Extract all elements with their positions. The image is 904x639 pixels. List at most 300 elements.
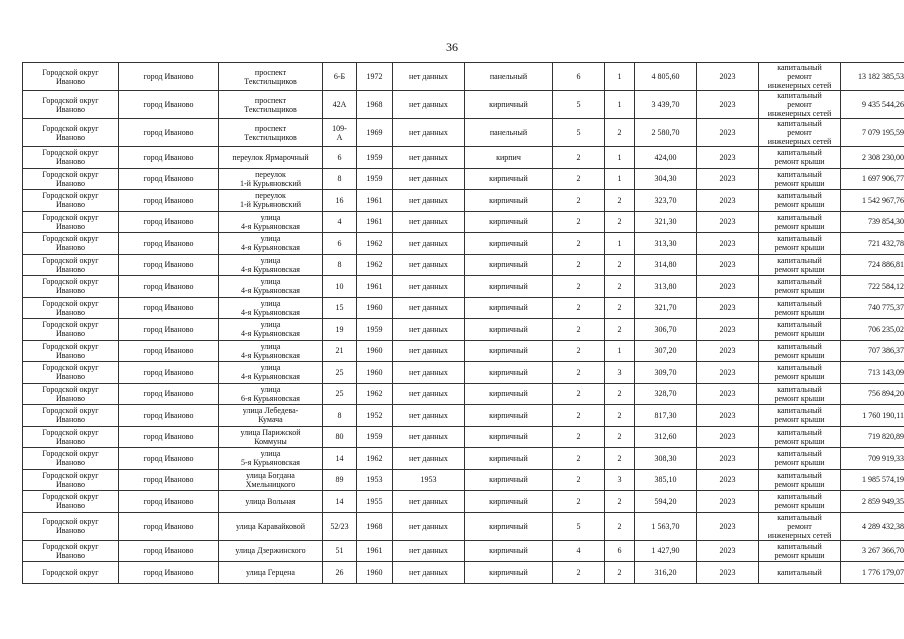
cell-entrances: 1 — [605, 63, 635, 91]
cell-year-renov: нет данных — [393, 540, 465, 562]
table-row — [23, 119, 904, 147]
cell-floors: 2 — [553, 383, 605, 405]
cell-street: проспект Текстильщиков — [219, 119, 323, 147]
cell-year-renov: нет данных — [393, 119, 465, 147]
cell-cost: 724 886,81 — [841, 254, 904, 276]
cell-cost: 1 985 574,19 — [841, 469, 904, 491]
cell-plan-year: 2023 — [697, 405, 759, 427]
cell-work: капитальный ремонт крыши — [759, 426, 841, 448]
cell-material: кирпичный — [465, 448, 553, 470]
cell-cost: 7 079 195,59 — [841, 119, 904, 147]
cell-year-built: 1961 — [357, 276, 393, 298]
cell-city: город Иваново — [119, 63, 219, 91]
cell-district: Городской округ Иваново — [23, 190, 119, 212]
cell-floors: 2 — [553, 233, 605, 255]
cell-year-renov: нет данных — [393, 319, 465, 341]
cell-year-renov: нет данных — [393, 491, 465, 513]
cell-area: 306,70 — [635, 319, 697, 341]
cell-work: капитальный ремонт крыши — [759, 233, 841, 255]
cell-plan-year: 2023 — [697, 469, 759, 491]
table-row — [23, 147, 904, 169]
cell-cost: 739 854,30 — [841, 211, 904, 233]
cell-house: 42А — [323, 91, 357, 119]
cell-cost: 740 775,37 — [841, 297, 904, 319]
cell-plan-year: 2023 — [697, 362, 759, 384]
cell-entrances: 2 — [605, 276, 635, 298]
cell-plan-year: 2023 — [697, 540, 759, 562]
cell-material: кирпичный — [465, 233, 553, 255]
cell-street: улица 4-я Курьяновская — [219, 340, 323, 362]
table-row — [23, 405, 904, 427]
cell-cost: 756 894,20 — [841, 383, 904, 405]
table-row — [23, 276, 904, 298]
cell-year-renov: нет данных — [393, 340, 465, 362]
cell-year-built: 1968 — [357, 512, 393, 540]
cell-street: переулок 1-й Курьяновский — [219, 168, 323, 190]
cell-area: 594,20 — [635, 491, 697, 513]
cell-district: Городской округ Иваново — [23, 147, 119, 169]
cell-district: Городской округ Иваново — [23, 297, 119, 319]
cell-house: 52/23 — [323, 512, 357, 540]
cell-material: кирпичный — [465, 254, 553, 276]
cell-house: 14 — [323, 448, 357, 470]
cell-plan-year: 2023 — [697, 297, 759, 319]
cell-material: кирпичный — [465, 562, 553, 584]
cell-year-built: 1969 — [357, 119, 393, 147]
cell-city: город Иваново — [119, 190, 219, 212]
cell-street: улица Каравайковой — [219, 512, 323, 540]
cell-plan-year: 2023 — [697, 168, 759, 190]
cell-city: город Иваново — [119, 211, 219, 233]
cell-plan-year: 2023 — [697, 448, 759, 470]
cell-city: город Иваново — [119, 233, 219, 255]
cell-work: капитальный ремонт инженерных сетей — [759, 119, 841, 147]
cell-floors: 2 — [553, 448, 605, 470]
cell-entrances: 1 — [605, 233, 635, 255]
cell-year-renov: 1953 — [393, 469, 465, 491]
table-row — [23, 168, 904, 190]
cell-house: 26 — [323, 562, 357, 584]
cell-city: город Иваново — [119, 319, 219, 341]
cell-floors: 2 — [553, 469, 605, 491]
cell-material: кирпичный — [465, 340, 553, 362]
cell-cost: 709 919,33 — [841, 448, 904, 470]
cell-year-built: 1960 — [357, 562, 393, 584]
cell-city: город Иваново — [119, 512, 219, 540]
cell-house: 19 — [323, 319, 357, 341]
cell-street: проспект Текстильщиков — [219, 91, 323, 119]
cell-entrances: 6 — [605, 540, 635, 562]
cell-city: город Иваново — [119, 426, 219, 448]
cell-floors: 2 — [553, 562, 605, 584]
cell-district: Городской округ Иваново — [23, 383, 119, 405]
cell-district: Городской округ Иваново — [23, 362, 119, 384]
cell-district: Городской округ Иваново — [23, 63, 119, 91]
cell-area: 314,80 — [635, 254, 697, 276]
cell-entrances: 2 — [605, 190, 635, 212]
cell-work: капитальный ремонт крыши — [759, 383, 841, 405]
cell-street: улица 5-я Курьяновская — [219, 448, 323, 470]
table-row — [23, 211, 904, 233]
cell-work: капитальный ремонт крыши — [759, 319, 841, 341]
cell-street: переулок 1-й Курьяновский — [219, 190, 323, 212]
cell-year-built: 1960 — [357, 297, 393, 319]
cell-work: капитальный ремонт крыши — [759, 168, 841, 190]
cell-district: Городской округ Иваново — [23, 426, 119, 448]
cell-year-built: 1960 — [357, 340, 393, 362]
cell-plan-year: 2023 — [697, 63, 759, 91]
cell-street: улица Герцена — [219, 562, 323, 584]
table-row — [23, 254, 904, 276]
cell-work: капитальный ремонт крыши — [759, 254, 841, 276]
table-row — [23, 319, 904, 341]
cell-entrances: 1 — [605, 91, 635, 119]
cell-entrances: 2 — [605, 426, 635, 448]
cell-house: 25 — [323, 383, 357, 405]
table-row — [23, 448, 904, 470]
cell-year-built: 1955 — [357, 491, 393, 513]
cell-cost: 722 584,12 — [841, 276, 904, 298]
cell-year-renov: нет данных — [393, 63, 465, 91]
cell-house: 80 — [323, 426, 357, 448]
cell-year-built: 1953 — [357, 469, 393, 491]
table-row — [23, 91, 904, 119]
cell-plan-year: 2023 — [697, 190, 759, 212]
cell-house: 8 — [323, 405, 357, 427]
cell-year-renov: нет данных — [393, 91, 465, 119]
cell-floors: 2 — [553, 276, 605, 298]
cell-year-built: 1959 — [357, 319, 393, 341]
cell-year-renov: нет данных — [393, 190, 465, 212]
cell-work: капитальный ремонт крыши — [759, 211, 841, 233]
cell-entrances: 2 — [605, 405, 635, 427]
cell-city: город Иваново — [119, 254, 219, 276]
cell-district: Городской округ — [23, 562, 119, 584]
cell-house: 6 — [323, 147, 357, 169]
cell-street: улица Парижской Коммуны — [219, 426, 323, 448]
cell-entrances: 1 — [605, 340, 635, 362]
cell-floors: 2 — [553, 319, 605, 341]
cell-house: 25 — [323, 362, 357, 384]
cell-area: 308,30 — [635, 448, 697, 470]
cell-entrances: 1 — [605, 147, 635, 169]
housing-registry-table — [22, 62, 904, 584]
cell-work: капитальный — [759, 562, 841, 584]
cell-work: капитальный ремонт инженерных сетей — [759, 512, 841, 540]
cell-material: кирпичный — [465, 190, 553, 212]
cell-district: Городской округ Иваново — [23, 540, 119, 562]
cell-year-built: 1959 — [357, 147, 393, 169]
cell-entrances: 2 — [605, 512, 635, 540]
cell-area: 424,00 — [635, 147, 697, 169]
cell-area: 1 427,90 — [635, 540, 697, 562]
cell-area: 307,20 — [635, 340, 697, 362]
cell-city: город Иваново — [119, 340, 219, 362]
cell-street: улица 4-я Курьяновская — [219, 254, 323, 276]
cell-city: город Иваново — [119, 491, 219, 513]
cell-material: кирпичный — [465, 405, 553, 427]
cell-area: 4 805,60 — [635, 63, 697, 91]
cell-city: город Иваново — [119, 562, 219, 584]
cell-year-built: 1961 — [357, 211, 393, 233]
cell-floors: 2 — [553, 297, 605, 319]
cell-cost: 719 820,89 — [841, 426, 904, 448]
cell-year-renov: нет данных — [393, 562, 465, 584]
cell-work: капитальный ремонт крыши — [759, 469, 841, 491]
cell-cost: 706 235,02 — [841, 319, 904, 341]
cell-floors: 6 — [553, 63, 605, 91]
cell-year-built: 1959 — [357, 426, 393, 448]
cell-year-renov: нет данных — [393, 211, 465, 233]
cell-district: Городской округ Иваново — [23, 319, 119, 341]
cell-year-renov: нет данных — [393, 297, 465, 319]
cell-area: 328,70 — [635, 383, 697, 405]
cell-floors: 2 — [553, 362, 605, 384]
cell-entrances: 2 — [605, 491, 635, 513]
cell-material: кирпичный — [465, 540, 553, 562]
cell-city: город Иваново — [119, 383, 219, 405]
cell-house: 16 — [323, 190, 357, 212]
table-row — [23, 491, 904, 513]
cell-house: 15 — [323, 297, 357, 319]
cell-city: город Иваново — [119, 297, 219, 319]
cell-entrances: 3 — [605, 469, 635, 491]
cell-plan-year: 2023 — [697, 233, 759, 255]
cell-cost: 713 143,09 — [841, 362, 904, 384]
cell-plan-year: 2023 — [697, 211, 759, 233]
cell-area: 313,80 — [635, 276, 697, 298]
cell-city: город Иваново — [119, 405, 219, 427]
cell-house: 4 — [323, 211, 357, 233]
cell-district: Городской округ Иваново — [23, 512, 119, 540]
table-body — [23, 63, 904, 584]
cell-district: Городской округ Иваново — [23, 91, 119, 119]
cell-district: Городской округ Иваново — [23, 405, 119, 427]
cell-street: улица 4-я Курьяновская — [219, 211, 323, 233]
table-row — [23, 63, 904, 91]
cell-work: капитальный ремонт крыши — [759, 297, 841, 319]
cell-plan-year: 2023 — [697, 340, 759, 362]
cell-plan-year: 2023 — [697, 276, 759, 298]
cell-plan-year: 2023 — [697, 119, 759, 147]
cell-area: 1 563,70 — [635, 512, 697, 540]
cell-work: капитальный ремонт крыши — [759, 276, 841, 298]
cell-entrances: 1 — [605, 168, 635, 190]
cell-district: Городской округ Иваново — [23, 491, 119, 513]
cell-plan-year: 2023 — [697, 512, 759, 540]
cell-year-renov: нет данных — [393, 448, 465, 470]
cell-cost: 707 386,37 — [841, 340, 904, 362]
cell-year-built: 1961 — [357, 190, 393, 212]
cell-house: 51 — [323, 540, 357, 562]
cell-city: город Иваново — [119, 362, 219, 384]
cell-year-built: 1962 — [357, 383, 393, 405]
cell-entrances: 2 — [605, 119, 635, 147]
cell-year-built: 1959 — [357, 168, 393, 190]
cell-area: 321,70 — [635, 297, 697, 319]
cell-plan-year: 2023 — [697, 254, 759, 276]
cell-material: кирпичный — [465, 91, 553, 119]
cell-entrances: 2 — [605, 319, 635, 341]
cell-plan-year: 2023 — [697, 147, 759, 169]
cell-year-renov: нет данных — [393, 512, 465, 540]
cell-year-built: 1962 — [357, 233, 393, 255]
cell-year-renov: нет данных — [393, 147, 465, 169]
cell-year-renov: нет данных — [393, 405, 465, 427]
cell-year-renov: нет данных — [393, 426, 465, 448]
cell-material: кирпичный — [465, 211, 553, 233]
cell-year-built: 1962 — [357, 254, 393, 276]
cell-year-renov: нет данных — [393, 168, 465, 190]
cell-year-renov: нет данных — [393, 254, 465, 276]
cell-street: улица 4-я Курьяновская — [219, 319, 323, 341]
cell-year-renov: нет данных — [393, 276, 465, 298]
cell-floors: 5 — [553, 91, 605, 119]
cell-entrances: 2 — [605, 254, 635, 276]
table-row — [23, 297, 904, 319]
cell-house: 14 — [323, 491, 357, 513]
cell-city: город Иваново — [119, 540, 219, 562]
cell-entrances: 2 — [605, 562, 635, 584]
cell-work: капитальный ремонт крыши — [759, 190, 841, 212]
cell-area: 312,60 — [635, 426, 697, 448]
cell-city: город Иваново — [119, 119, 219, 147]
cell-plan-year: 2023 — [697, 319, 759, 341]
cell-floors: 5 — [553, 119, 605, 147]
cell-material: кирпичный — [465, 512, 553, 540]
cell-material: кирпичный — [465, 297, 553, 319]
cell-area: 309,70 — [635, 362, 697, 384]
cell-work: капитальный ремонт крыши — [759, 362, 841, 384]
cell-city: город Иваново — [119, 448, 219, 470]
cell-floors: 2 — [553, 426, 605, 448]
cell-cost: 2 859 949,35 — [841, 491, 904, 513]
cell-area: 3 439,70 — [635, 91, 697, 119]
cell-street: улица Дзержинского — [219, 540, 323, 562]
cell-floors: 2 — [553, 147, 605, 169]
cell-district: Городской округ Иваново — [23, 340, 119, 362]
cell-work: капитальный ремонт крыши — [759, 491, 841, 513]
cell-street: улица Богдана Хмельницкого — [219, 469, 323, 491]
cell-work: капитальный ремонт инженерных сетей — [759, 91, 841, 119]
cell-material: кирпичный — [465, 362, 553, 384]
cell-area: 321,30 — [635, 211, 697, 233]
cell-cost: 1 760 190,11 — [841, 405, 904, 427]
cell-material: кирпичный — [465, 383, 553, 405]
cell-area: 817,30 — [635, 405, 697, 427]
cell-district: Городской округ Иваново — [23, 211, 119, 233]
cell-street: улица 4-я Курьяновская — [219, 297, 323, 319]
cell-plan-year: 2023 — [697, 91, 759, 119]
cell-material: кирпичный — [465, 469, 553, 491]
cell-house: 89 — [323, 469, 357, 491]
table-row — [23, 512, 904, 540]
cell-work: капитальный ремонт инженерных сетей — [759, 63, 841, 91]
cell-entrances: 2 — [605, 297, 635, 319]
cell-floors: 2 — [553, 254, 605, 276]
table-row — [23, 562, 904, 584]
cell-cost: 9 435 544,26 — [841, 91, 904, 119]
cell-year-built: 1961 — [357, 540, 393, 562]
cell-entrances: 2 — [605, 448, 635, 470]
cell-district: Городской округ Иваново — [23, 469, 119, 491]
cell-year-built: 1962 — [357, 448, 393, 470]
cell-material: кирпич — [465, 147, 553, 169]
cell-district: Городской округ Иваново — [23, 276, 119, 298]
cell-area: 304,30 — [635, 168, 697, 190]
cell-work: капитальный ремонт крыши — [759, 340, 841, 362]
cell-year-renov: нет данных — [393, 383, 465, 405]
cell-floors: 4 — [553, 540, 605, 562]
cell-district: Городской округ Иваново — [23, 233, 119, 255]
cell-street: переулок Ярмарочный — [219, 147, 323, 169]
cell-cost: 2 308 230,00 — [841, 147, 904, 169]
cell-street: проспект Текстильщиков — [219, 63, 323, 91]
cell-street: улица 4-я Курьяновская — [219, 276, 323, 298]
cell-material: кирпичный — [465, 319, 553, 341]
cell-cost: 1 542 967,76 — [841, 190, 904, 212]
cell-floors: 2 — [553, 491, 605, 513]
cell-floors: 2 — [553, 168, 605, 190]
cell-cost: 4 289 432,38 — [841, 512, 904, 540]
page-number: 36 — [446, 40, 458, 54]
cell-work: капитальный ремонт крыши — [759, 540, 841, 562]
cell-work: капитальный ремонт крыши — [759, 448, 841, 470]
table-row — [23, 233, 904, 255]
table-row — [23, 362, 904, 384]
cell-plan-year: 2023 — [697, 383, 759, 405]
cell-district: Городской округ Иваново — [23, 254, 119, 276]
cell-cost: 721 432,78 — [841, 233, 904, 255]
cell-house: 6-Б — [323, 63, 357, 91]
cell-work: капитальный ремонт крыши — [759, 405, 841, 427]
cell-floors: 5 — [553, 512, 605, 540]
cell-street: улица Вольная — [219, 491, 323, 513]
table-row — [23, 426, 904, 448]
cell-floors: 2 — [553, 405, 605, 427]
cell-plan-year: 2023 — [697, 491, 759, 513]
cell-material: кирпичный — [465, 168, 553, 190]
cell-floors: 2 — [553, 340, 605, 362]
cell-entrances: 2 — [605, 383, 635, 405]
cell-street: улица 6-я Курьяновская — [219, 383, 323, 405]
cell-street: улица 4-я Курьяновская — [219, 362, 323, 384]
cell-material: панельный — [465, 63, 553, 91]
cell-floors: 2 — [553, 211, 605, 233]
cell-cost: 1 776 179,07 — [841, 562, 904, 584]
cell-material: панельный — [465, 119, 553, 147]
cell-entrances: 3 — [605, 362, 635, 384]
table-row — [23, 540, 904, 562]
cell-year-built: 1960 — [357, 362, 393, 384]
cell-area: 385,10 — [635, 469, 697, 491]
cell-year-built: 1968 — [357, 91, 393, 119]
cell-area: 316,20 — [635, 562, 697, 584]
table-row — [23, 340, 904, 362]
cell-district: Городской округ Иваново — [23, 448, 119, 470]
cell-area: 323,70 — [635, 190, 697, 212]
cell-city: город Иваново — [119, 276, 219, 298]
cell-district: Городской округ Иваново — [23, 168, 119, 190]
cell-house: 8 — [323, 168, 357, 190]
cell-district: Городской округ Иваново — [23, 119, 119, 147]
cell-entrances: 2 — [605, 211, 635, 233]
cell-street: улица 4-я Курьяновская — [219, 233, 323, 255]
cell-house: 8 — [323, 254, 357, 276]
cell-material: кирпичный — [465, 426, 553, 448]
cell-cost: 13 182 385,53 — [841, 63, 904, 91]
cell-year-built: 1972 — [357, 63, 393, 91]
